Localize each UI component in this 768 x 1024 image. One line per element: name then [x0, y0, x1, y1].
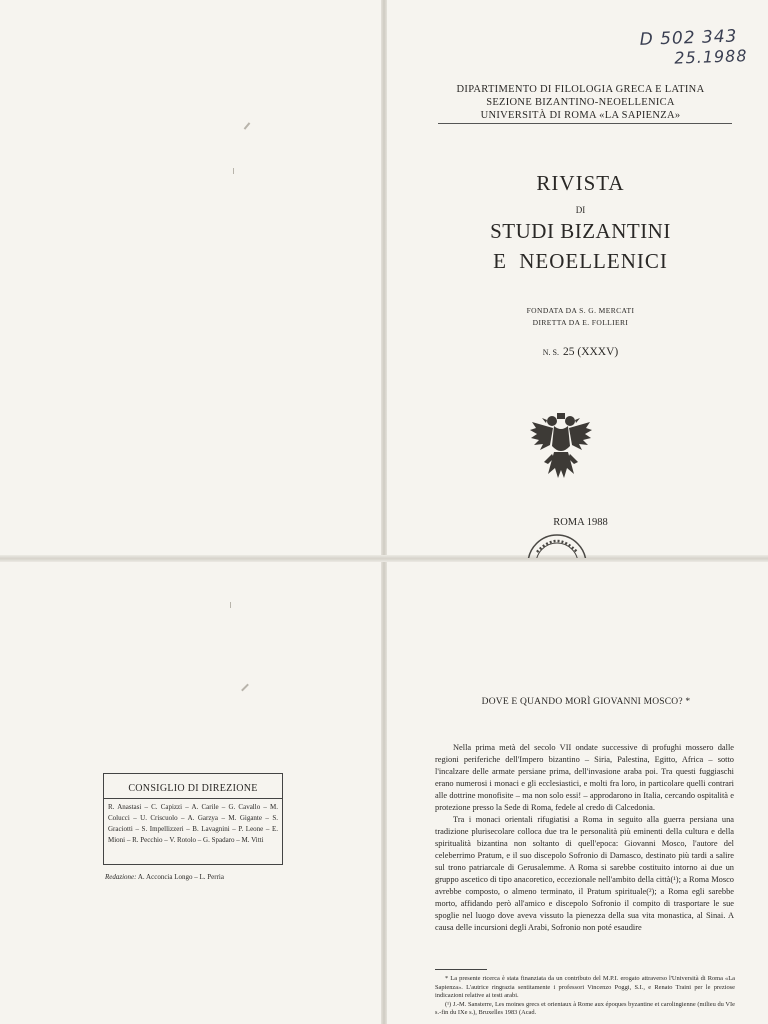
- editorial-label: Redazione:: [105, 873, 137, 881]
- series-prefix: N. S.: [542, 348, 559, 357]
- series-value: 25 (XXXV): [562, 346, 619, 358]
- council-box: [103, 773, 283, 865]
- department-line: DIPARTIMENTO DI FILOLOGIA GRECA E LATINA: [456, 84, 705, 95]
- article-paragraph: Tra i monaci orientali rifugiatisi a Roma in seguito alla guerra persiana una tradizione plurisecolare colloca due tra le personalità più eminenti della cultura e della spiritualità bizantina non soltanto di quell'epoca: Giovanni Mosco, l'autore del celeberrimo Pratum, e il suo discepolo Sofronio di Damasco, destinato più tardi a salire sul trono patriarcale di Gerusalemme. A Roma si sarebbe costituito intorno ai due un gruppo ascetico di tipo anacoretico, eccezionale nell'ambito della città(¹); a Roma Mosco avrebbe composto, o almeno terminato, il Pratum spirituale(²); a Roma egli sarebbe morto, affidando però all'amico e discepolo Sofronio il compito di trasportare le sue spoglie nel luogo dove aveva vissuto la pienezza della sua vita monastica, al Sinai. A causa delle incursioni degli Arabi, Sofronio non poté esaudire: [435, 815, 734, 932]
- scan-speck: [230, 602, 231, 608]
- department-line: UNIVERSITÀ DI ROMA «LA SAPIENZA»: [480, 110, 681, 121]
- department-line: SEZIONE BIZANTINO-NEOELLENICA: [486, 97, 675, 108]
- journal-title-line3: E NEOELLENICI: [493, 249, 668, 273]
- journal-title-line1: RIVISTA: [536, 171, 625, 195]
- horizontal-gutter: [0, 555, 768, 562]
- shelf-mark-line2: 25.1988: [674, 46, 748, 68]
- footnote: * La presente ricerca è stata finanziata da un contributo del M.P.I. erogato attraverso l'Università di Roma «La Sapienza». L'autrice ringrazia sentitamente i professori Vincenzo Poggi, S.I., e Renato Traini per le preziose indicazioni relative ai testi arabi.: [435, 975, 735, 1000]
- double-headed-eagle-emblem: [530, 412, 592, 484]
- shelf-mark-line1: D 502 343: [639, 26, 738, 50]
- journal-title-line2: STUDI BIZANTINI: [490, 219, 671, 243]
- vertical-gutter: [381, 0, 387, 1024]
- article-paragraph: Nella prima metà del secolo VII ondate successive di profughi mossero dalle regioni periferiche dell'Impero bizantino – Siria, Palestina, Egitto, Africa – sotto l'incalzare delle armate persiane prima, dell'invasione araba poi. Tra questi fuggiaschi erano numerosi i monaci e gli ecclesiastici, e molti fra loro, in particolare quelli contrari alle dottrine monofisite – ma non solo essi! – approdarono in Italia, cercando ospitalità e protezione presso la Sede di Roma, fedele al credo di Calcedonia.: [435, 743, 734, 812]
- founders-block: [438, 305, 723, 329]
- council-members: R. Anastasi – C. Capizzi – A. Carile – G. Cavallo – M. Colucci – U. Criscuolo – A. Garzya – M. Gigante – S. Graciotti – S. Impellizzeri – B. Lavagnini – P. Leone – E. Mioni – R. Pecchio – V. Rotolo – G. Spadaro – M. Vitti: [108, 803, 278, 844]
- library-stamp: [525, 532, 589, 558]
- series-number: [438, 346, 723, 358]
- council-divider: [104, 798, 282, 799]
- footnotes: [435, 975, 735, 1018]
- scan-speck: [233, 168, 234, 174]
- article-title: DOVE E QUANDO MORÌ GIOVANNI MOSCO? *: [481, 697, 691, 707]
- department-heading: [438, 83, 723, 122]
- place-year: ROMA 1988: [553, 517, 608, 528]
- footnote: (¹) J.-M. Sansterre, Les moines grecs et orientaux à Rome aux époques byzantine et carolingienne (milieu du VIe s.-fin du IXe s.), Bruxelles 1983 (Acad.: [435, 1000, 735, 1017]
- directed-by: DIRETTA DA E. FOLLIERI: [532, 318, 629, 327]
- council-title: CONSIGLIO DI DIREZIONE: [128, 783, 258, 794]
- founded-by: FONDATA DA S. G. MERCATI: [526, 306, 635, 315]
- journal-title-di: DI: [575, 205, 586, 215]
- handwritten-shelf-mark: [639, 26, 748, 70]
- page-top-left: [0, 0, 383, 557]
- editorial-members: A. Acconcia Longo – L. Perria: [137, 873, 224, 881]
- editorial-staff: [105, 873, 305, 881]
- article-body: [435, 742, 734, 934]
- footnote-divider: [435, 969, 487, 970]
- department-divider: [438, 123, 732, 124]
